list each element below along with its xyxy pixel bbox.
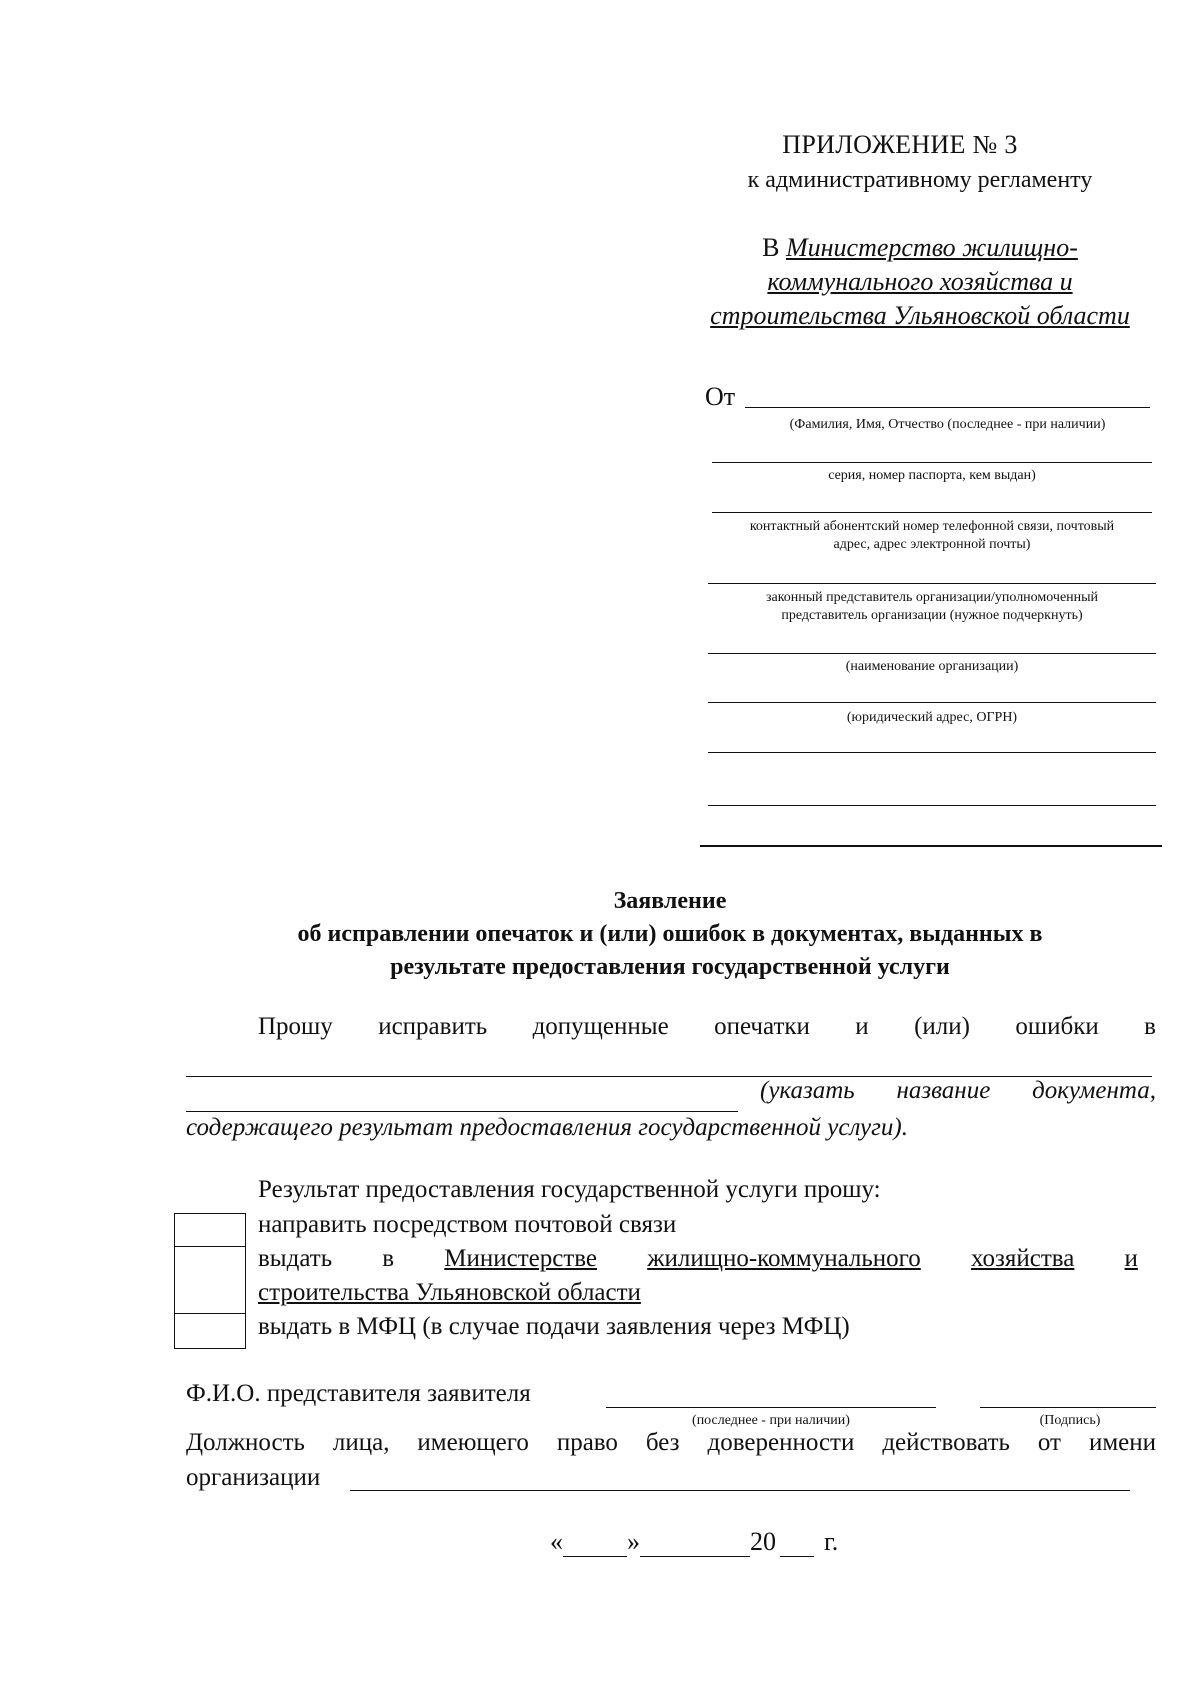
date-year-suffix: г. [824,1527,839,1556]
legal-address-field[interactable] [708,702,1156,703]
option-mail: направить посредством почтовой связи [258,1211,677,1238]
hint-word: название [896,1077,991,1104]
date-year-field[interactable] [780,1533,814,1557]
addressee [710,231,1130,333]
request-word: в [1144,1013,1156,1040]
org-name-caption: (наименование организации) [845,659,1019,674]
request-word: Прошу [258,1013,333,1040]
position-field[interactable] [350,1490,1130,1491]
representative-caption-2: представитель организации (нужное подчеркнуть) [781,608,1083,623]
request-word: и [855,1013,869,1040]
date-month-field[interactable] [640,1533,750,1557]
representative-field[interactable] [708,583,1156,584]
document-name-field-2[interactable] [186,1111,738,1112]
option-ministry-in: в [382,1245,395,1272]
request-word: (или) [914,1013,970,1040]
result-heading: Результат предоставления государственной услуги прошу: [258,1176,881,1203]
option-ministry-line-2: строительства Ульяновской области [258,1279,641,1306]
representative-fio-label: Ф.И.О. представителя заявителя [186,1380,531,1407]
date-open-quote: « [550,1527,563,1556]
org-name-field[interactable] [708,653,1156,654]
representative-caption-1: законный представитель организации/уполномоченный [765,590,1099,605]
position-word: от [1037,1429,1061,1456]
contacts-caption-2: адрес, адрес электронной почты) [833,537,1031,552]
position-word: действовать [882,1429,1010,1456]
fio-field[interactable] [745,407,1150,408]
option-ministry-word: жилищно-коммунального [647,1245,921,1272]
position-label [186,1429,1156,1457]
position-word: имени [1088,1429,1156,1456]
option-ministry [258,1245,1138,1273]
option-mfc: выдать в МФЦ (в случае подачи заявления через МФЦ) [258,1313,850,1340]
date-row [550,1527,838,1557]
request-word: исправить [378,1013,488,1040]
organization-label: организации [186,1464,321,1491]
position-word: без [645,1429,680,1456]
legal-address-caption: (юридический адрес, ОГРН) [846,710,1018,725]
option-ministry-word: Министерстве [444,1245,598,1272]
contacts-caption-1: контактный абонентский номер телефонной связи, почтовый [749,519,1115,534]
passport-caption: серия, номер паспорта, кем выдан) [828,468,1036,483]
signature-field[interactable] [980,1407,1156,1408]
date-day-field[interactable] [563,1533,627,1557]
extra-line-3[interactable] [700,845,1162,847]
request-word: опечатки [714,1013,810,1040]
option-ministry-word: хозяйства [970,1245,1075,1272]
title-line-2: об исправлении опечаток и (или) ошибок в документах, выданных в [297,921,1043,947]
position-word: имеющего [417,1429,529,1456]
fio-caption: (Фамилия, Имя, Отчество (последнее - при наличии) [789,417,1106,432]
position-word: право [556,1429,618,1456]
hint-word: документа, [1032,1077,1156,1104]
representative-fio-field[interactable] [606,1407,936,1408]
title-line-1: Заявление [613,888,727,914]
request-word: допущенные [532,1013,669,1040]
position-word: Должность [186,1429,305,1456]
contacts-field[interactable] [712,512,1152,513]
title-line-3: результате предоставления государственной услуги [390,954,950,980]
extra-line-2[interactable] [708,805,1156,806]
document-title [150,885,1190,984]
position-word: доверенности [707,1429,855,1456]
date-close-quote: » [627,1527,640,1556]
signature-caption: (Подпись) [1039,1413,1101,1428]
passport-field[interactable] [712,462,1152,463]
option-ministry-word: и [1124,1245,1138,1272]
request-word: ошибки [1015,1013,1099,1040]
extra-line-1[interactable] [708,752,1156,753]
from-label: От [705,382,736,411]
representative-fio-caption: (последнее - при наличии) [692,1413,850,1428]
checkbox-ministry[interactable] [174,1247,246,1314]
document-hint-line-2: содержащего результат предоставления государственной услуги). [186,1114,908,1141]
checkbox-mfc[interactable] [174,1314,246,1349]
addressee-prefix: В [762,233,780,262]
appendix-subtitle: к административному регламенту [747,167,1093,193]
addressee-ministry: Министерство жилищно-коммунального хозяйства и строительства Ульяновской области [710,233,1130,330]
request-line [258,1013,1156,1041]
position-word: лица, [332,1429,390,1456]
option-ministry-prefix: выдать [258,1245,333,1272]
date-century: 20 [750,1527,776,1556]
appendix-title: ПРИЛОЖЕНИЕ № 3 [782,130,1018,159]
hint-word: (указать [760,1077,855,1104]
checkbox-mail[interactable] [174,1213,246,1247]
document-hint [760,1077,1156,1105]
